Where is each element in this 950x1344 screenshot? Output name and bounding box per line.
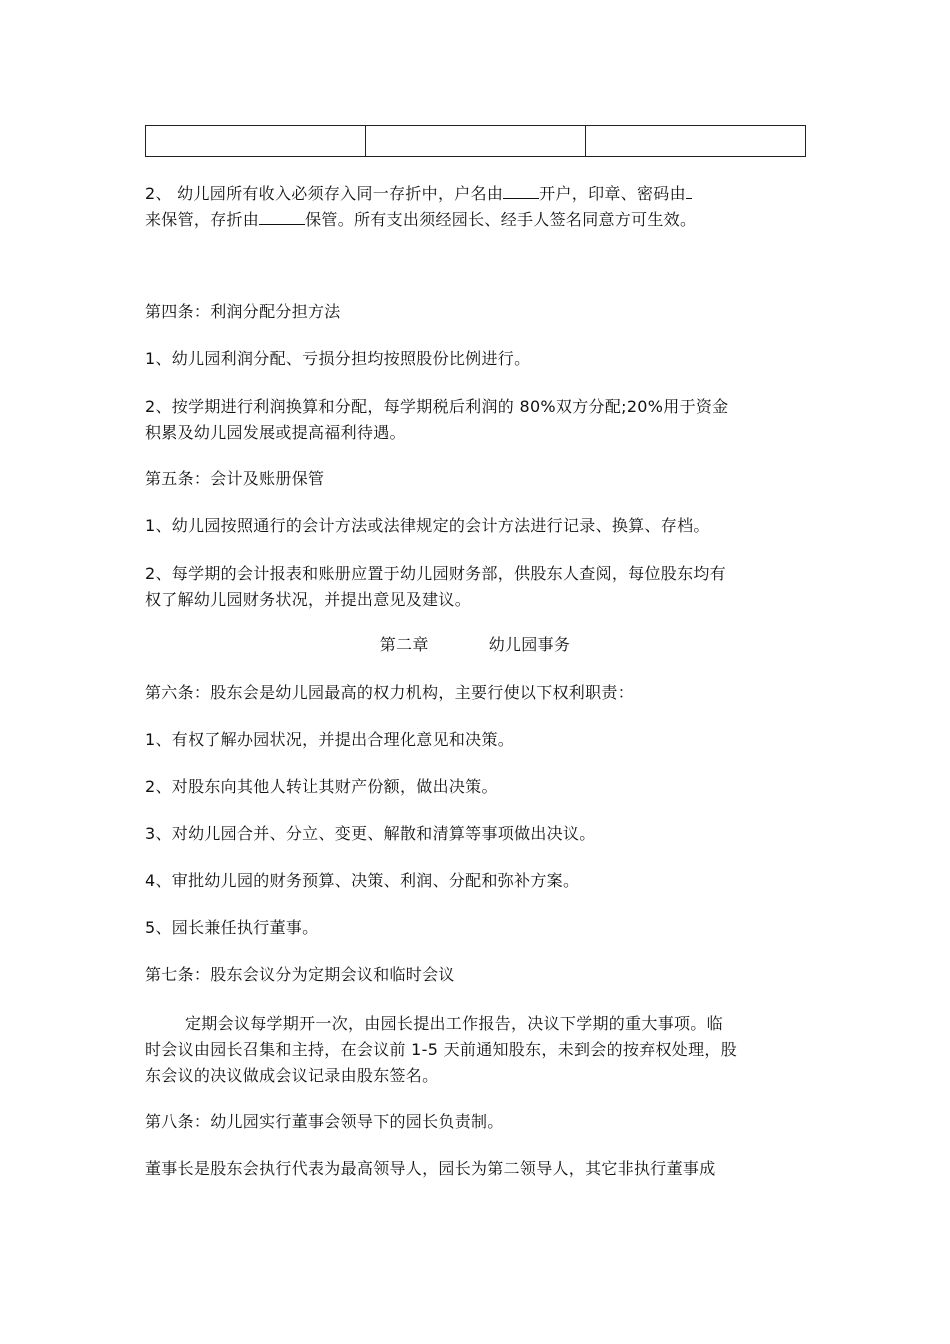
chapter-number: 第二章 bbox=[379, 635, 429, 654]
table-cell bbox=[366, 126, 586, 157]
article-4-item-2-line-2: 积累及幼儿园发展或提高福利待遇。 bbox=[145, 423, 406, 442]
article-6-heading: 第六条：股东会是幼儿园最高的权力机构，主要行使以下权利职责： bbox=[145, 683, 635, 702]
article-8-para-line-1: 董事长是股东会执行代表为最高领导人，园长为第二领导人，其它非执行董事成 bbox=[145, 1159, 716, 1178]
article-5-item-2-line-1: 2、每学期的会计报表和账册应置于幼儿园财务部，供股东人查阅，每位股东均有 bbox=[145, 564, 726, 583]
article-4-item-1: 1、幼儿园利润分配、亏损分担均按照股份比例进行。 bbox=[145, 349, 531, 368]
table-cell bbox=[146, 126, 366, 157]
chapter-heading bbox=[0, 633, 950, 657]
fill-blank bbox=[503, 180, 539, 199]
article-6-item: 5、园长兼任执行董事。 bbox=[145, 918, 319, 937]
table-cell bbox=[586, 126, 806, 157]
fill-blank bbox=[259, 206, 305, 225]
article-4-heading: 第四条：利润分配分担方法 bbox=[145, 302, 341, 321]
article-5-item-2-line-2: 权了解幼儿园财务状况，并提出意见及建议。 bbox=[145, 590, 472, 609]
article-6-item: 3、对幼儿园合并、分立、变更、解散和清算等事项做出决议。 bbox=[145, 824, 596, 843]
article-7-para-line-3: 东会议的决议做成会议记录由股东签名。 bbox=[145, 1066, 439, 1085]
clause-2-line-2: 来保管，存折由 保管。所有支出须经园长、经手人签名同意方可生效。 bbox=[145, 206, 696, 232]
article-8-heading: 第八条：幼儿园实行董事会领导下的园长负责制。 bbox=[145, 1112, 504, 1131]
clause-2-line-1: 2、 幼儿园所有收入必须存入同一存折中，户名由 开户，印章、密码由 bbox=[145, 180, 692, 206]
article-7-heading: 第七条：股东会议分为定期会议和临时会议 bbox=[145, 965, 455, 984]
article-6-item: 1、有权了解办园状况，并提出合理化意见和决策。 bbox=[145, 730, 515, 749]
article-7-para-line-1: 定期会议每学期开一次，由园长提出工作报告，决议下学期的重大事项。临 bbox=[185, 1014, 723, 1033]
article-6-item: 4、审批幼儿园的财务预算、决策、利润、分配和弥补方案。 bbox=[145, 871, 580, 890]
table-row bbox=[146, 126, 806, 157]
signature-table bbox=[145, 125, 806, 157]
chapter-title: 幼儿园事务 bbox=[488, 635, 571, 654]
article-5-heading: 第五条：会计及账册保管 bbox=[145, 469, 325, 488]
article-5-item-1: 1、幼儿园按照通行的会计方法或法律规定的会计方法进行记录、换算、存档。 bbox=[145, 516, 710, 535]
article-4-item-2-line-1: 2、按学期进行利润换算和分配，每学期税后利润的 80%双方分配;20%用于资金 bbox=[145, 397, 729, 416]
fill-blank bbox=[686, 180, 692, 199]
article-7-para-line-2: 时会议由园长召集和主持，在会议前 1-5 天前通知股东，未到会的按弃权处理，股 bbox=[145, 1040, 738, 1059]
article-6-item: 2、对股东向其他人转让其财产份额，做出决策。 bbox=[145, 777, 498, 796]
